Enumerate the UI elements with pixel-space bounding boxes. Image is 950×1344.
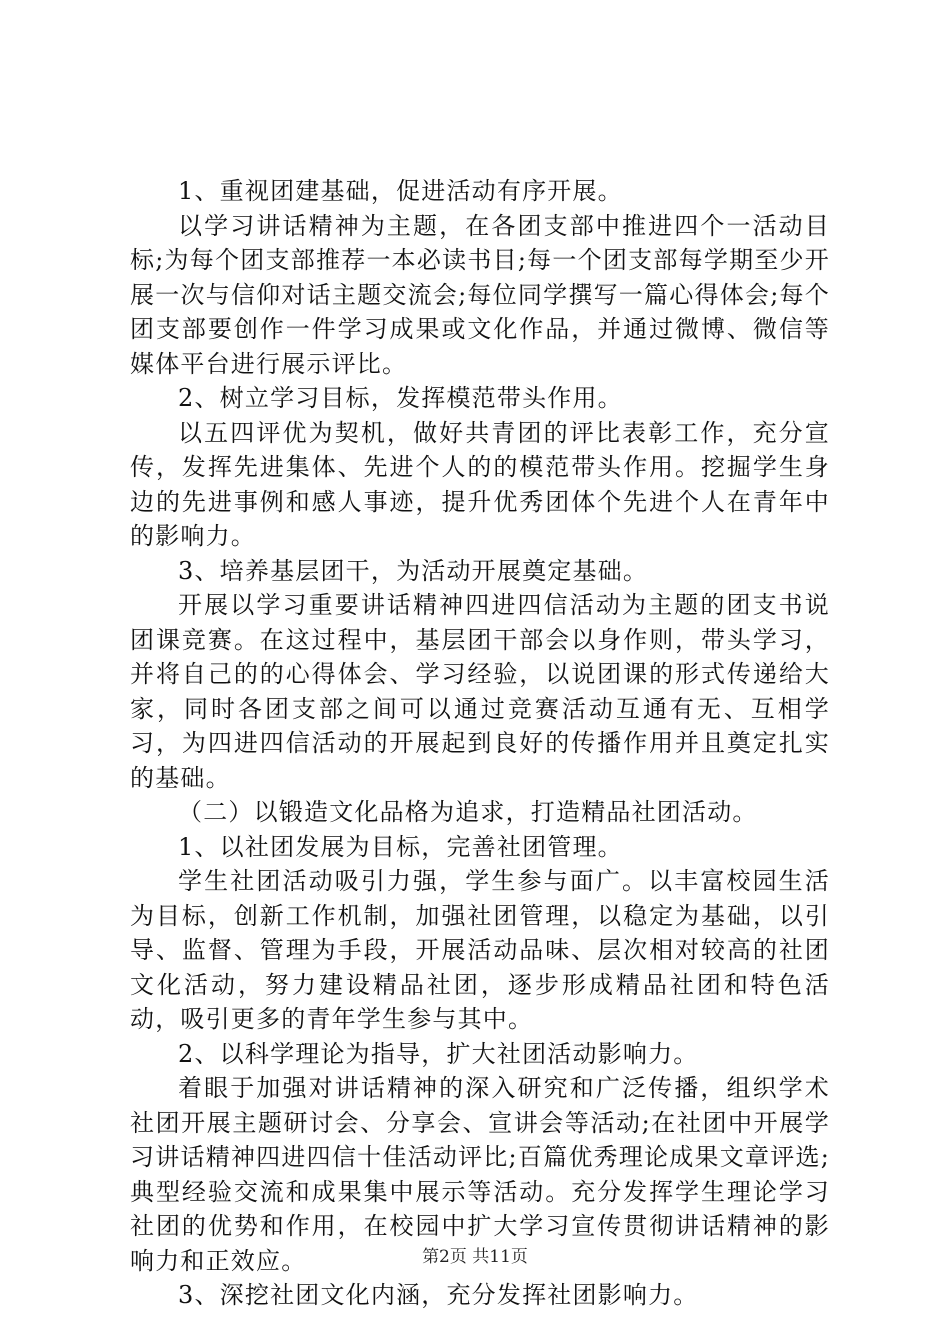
body-paragraph: 开展以学习重要讲话精神四进四信活动为主题的团支书说团课竞赛。在这过程中，基层团干部会以身作则，带头学习，并将自己的的心得体会、学习经验，以说团课的形式传递给大家，同时各团支部之间可以通过竞赛活动互通有无、互相学习，为四进四信活动的开展起到良好的传播作用并且奠定扎实的基础。 <box>130 591 830 792</box>
section-heading-3: 3、深挖社团文化内涵，充分发挥社团影响力。 <box>178 1281 699 1309</box>
body-paragraph: 着眼于加强对讲话精神的深入研究和广泛传播，组织学术社团开展主题研讨会、分享会、宣讲会等活动;在社团中开展学习讲话精神四进四信十佳活动评比;百篇优秀理论成果文章评选;典型经验交流和成果集中展示等活动。充分发挥学生理论学习社团的优势和作用，在校园中扩大学习宣传贯彻讲话精神的影响力和正效应。 <box>130 1074 830 1275</box>
chapter-heading: （二）以锻造文化品格为追求，打造精品社团活动。 <box>178 798 758 826</box>
section-heading-1: 1、重视团建基础，促进活动有序开展。 <box>178 177 623 205</box>
body-paragraph: 以五四评优为契机，做好共青团的评比表彰工作，充分宣传，发挥先进集体、先进个人的的模范带头作用。挖掘学生身边的先进事例和感人事迹，提升优秀团体个先进个人在青年中的影响力。 <box>130 418 830 550</box>
body-paragraph: 学生社团活动吸引力强，学生参与面广。以丰富校园生活为目标，创新工作机制，加强社团管理，以稳定为基础，以引导、监督、管理为手段，开展活动品味、层次相对较高的社团文化活动，努力建设精品社团，逐步形成精品社团和特色活动，吸引更多的青年学生参与其中。 <box>130 867 830 1033</box>
section-heading-1: 1、以社团发展为目标，完善社团管理。 <box>178 832 623 861</box>
section-heading-2: 2、以科学理论为指导，扩大社团活动影响力。 <box>178 1039 699 1068</box>
section-heading-2: 2、树立学习目标，发挥模范带头作用。 <box>178 384 623 412</box>
document-body <box>130 174 830 1313</box>
body-paragraph: 以学习讲话精神为主题，在各团支部中推进四个一活动目标;为每个团支部推荐一本必读书目;每一个团支部每学期至少开展一次与信仰对话主题交流会;每位同学撰写一篇心得体会;每个团支部要创作一件学习成果或文化作品，并通过微博、微信等媒体平台进行展示评比。 <box>130 211 830 378</box>
section-heading-3: 3、培养基层团干，为活动开展奠定基础。 <box>178 556 649 585</box>
page-number-footer: 第2页 共11页 <box>422 1247 528 1267</box>
